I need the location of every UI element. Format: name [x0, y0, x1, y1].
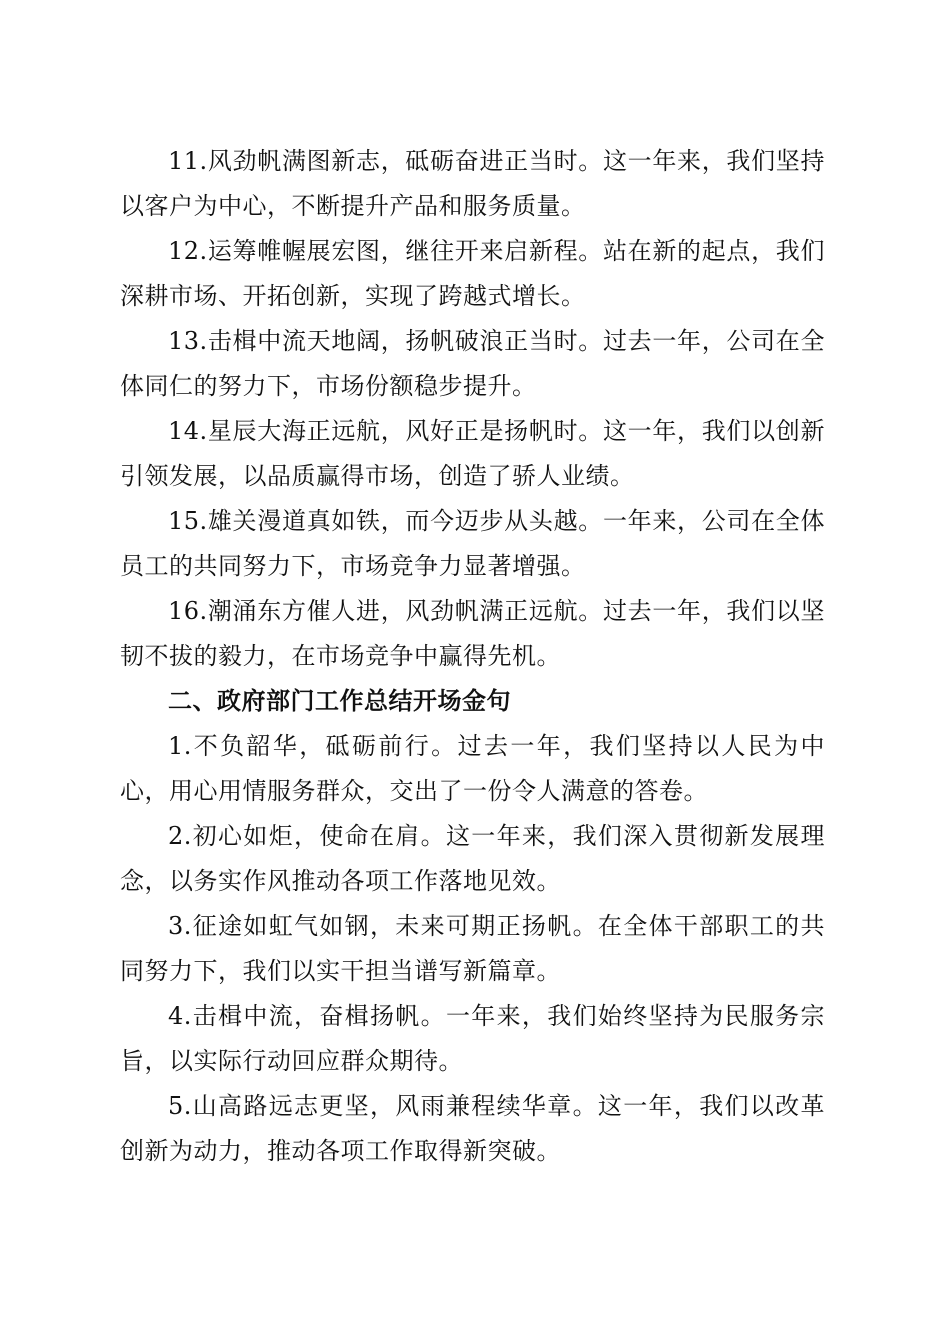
paragraph-13: 13.击楫中流天地阔，扬帆破浪正当时。过去一年，公司在全体同仁的努力下，市场份额稳步提升。 — [120, 327, 825, 400]
paragraph-16: 16.潮涌东方催人进，风劲帆满正远航。过去一年，我们以坚韧不拔的毅力，在市场竞争中赢得先机。 — [120, 597, 825, 670]
paragraph-gov-1: 1.不负韶华，砥砺前行。过去一年，我们坚持以人民为中心，用心用情服务群众，交出了一份令人满意的答卷。 — [120, 732, 825, 805]
paragraph-11: 11.风劲帆满图新志，砥砺奋进正当时。这一年来，我们坚持以客户为中心，不断提升产品和服务质量。 — [120, 147, 825, 220]
paragraph-14: 14.星辰大海正远航，风好正是扬帆时。这一年，我们以创新引领发展，以品质赢得市场，创造了骄人业绩。 — [120, 417, 825, 490]
paragraph-15: 15.雄关漫道真如铁，而今迈步从头越。一年来，公司在全体员工的共同努力下，市场竞争力显著增强。 — [120, 507, 825, 580]
paragraph-gov-4: 4.击楫中流，奋楫扬帆。一年来，我们始终坚持为民服务宗旨，以实际行动回应群众期待。 — [120, 1002, 825, 1075]
paragraph-gov-2: 2.初心如炬，使命在肩。这一年来，我们深入贯彻新发展理念，以务实作风推动各项工作落地见效。 — [120, 822, 825, 895]
paragraph-12: 12.运筹帷幄展宏图，继往开来启新程。站在新的起点，我们深耕市场、开拓创新，实现了跨越式增长。 — [120, 237, 825, 310]
paragraph-gov-3: 3.征途如虹气如钢，未来可期正扬帆。在全体干部职工的共同努力下，我们以实干担当谱写新篇章。 — [120, 912, 825, 985]
paragraph-gov-5: 5.山高路远志更坚，风雨兼程续华章。这一年，我们以改革创新为动力，推动各项工作取得新突破。 — [120, 1092, 825, 1165]
document-page — [120, 139, 825, 1174]
section-heading: 二、政府部门工作总结开场金句 — [168, 687, 511, 715]
